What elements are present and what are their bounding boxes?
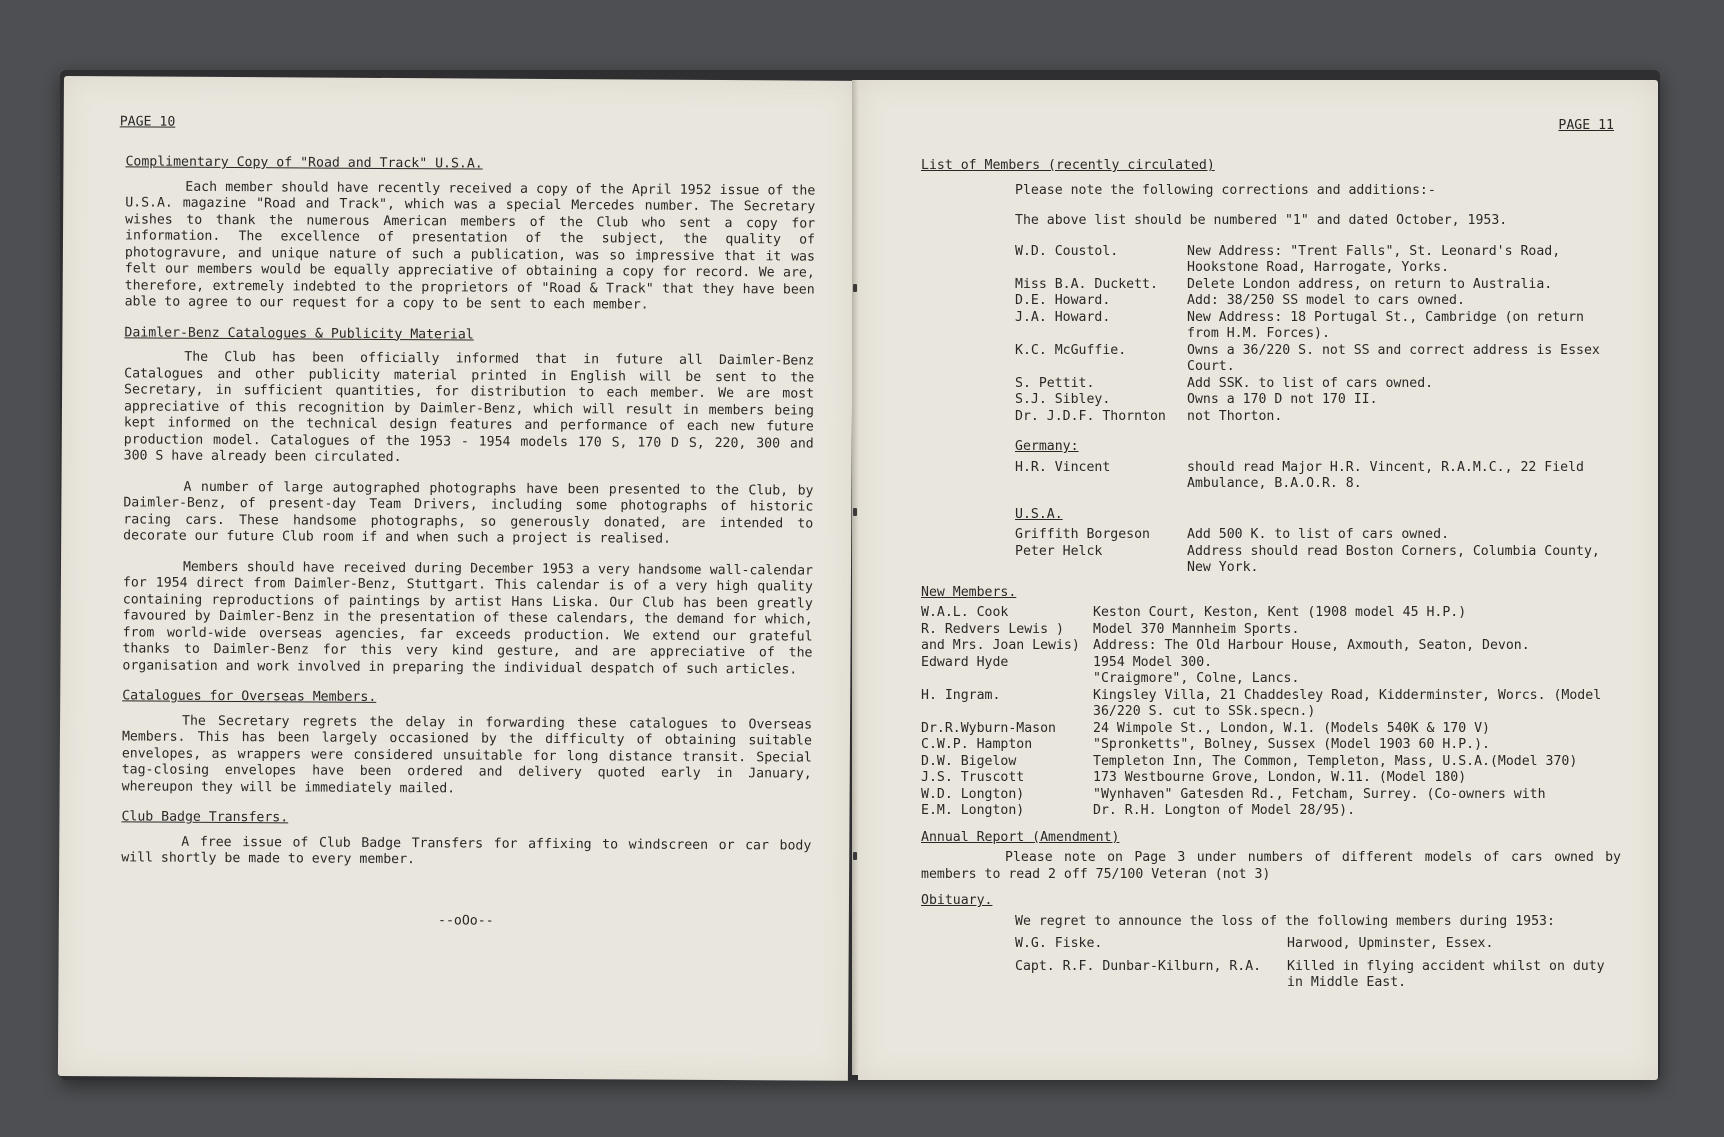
list-item [1015,244,1621,277]
member-note: Add 500 K. to list of cars owned. [1187,527,1450,542]
member-name: D.W. Bigelow [921,753,1017,769]
list-item [1015,310,1621,343]
member-name: and Mrs. Joan Lewis) [921,638,1080,653]
member-name: J.S. Truscott [921,770,1025,785]
member-name: W.G. Fiske. [1015,936,1103,951]
section-heading: Daimler-Benz Catalogues & Publicity Material [124,324,474,343]
section-heading: Complimentary Copy of "Road and Track" U.S.A. [125,154,483,172]
annual-report-section [921,830,1621,884]
paragraph: A free issue of Club Badge Transfers for affixing to windscreen or car body will shortly be made to every member. [121,834,812,868]
paragraph: Each member should have recently received a copy of the April 1952 issue of the U.S.A. magazine "Road and Track", which was a special Mercedes number. The Secretary wishes to thank the numerous American members of the Club who sent a copy for information. The excellence of presentation of the subject, the quality of photogravure, and unique nature of such a publication, was so impressive that it was felt our members would be equally appreciative of obtaining a copy for record. We are, therefore, extremely indebted to the proprietors of "Road & Track" that they have been able to agree to our request for a copy to be sent to each member. [124,179,816,313]
member-note: Owns a 36/220 S. not SS and correct address is Essex Court. [1187,342,1600,374]
member-note: 24 Wimpole St., London, W.1. (Models 540K & 170 V) [1093,720,1490,736]
section-road-and-track [125,154,816,315]
member-note: Kingsley Villa, 21 Chaddesley Road, Kidderminster, Worcs. (Model 36/220 S. cut to SSk.specn.) [1093,687,1602,719]
list-item [921,622,1621,639]
member-name: Dr. J.D.F. Thornton [1015,408,1166,424]
member-name: J.A. Howard. [1015,309,1111,325]
list-item [921,754,1621,771]
list-item [1015,460,1621,493]
paragraph: Members should have received during December 1953 a very handsome wall-calendar for 1954 direct from Daimler-Benz, Stuttgart. This calendar is of a very high quality containing reproductions of paintings by artist Hans Liska. Our Club has been greatly favoured by Daimler-Benz in the presentation of these calendars, the demand for which, from world-wide overseas agencies, far exceeds production. We extend our grateful thanks to Daimler-Benz for this very kind gesture, and are appreciative of the organisation and work involved in preparing the individual despatch of such articles. [122,559,814,677]
list-item [921,605,1621,622]
section-heading: Catalogues for Overseas Members. [122,688,377,705]
list-item [1015,936,1621,953]
member-note: Add: 38/250 SS model to cars owned. [1187,293,1465,308]
member-name: S.J. Sibley. [1015,392,1111,407]
obituary-heading: Obituary. [921,893,993,908]
corrections-list [921,244,1621,426]
section-overseas-catalogues [122,688,813,799]
staple [853,284,857,292]
member-name: W.D. Coustol. [1015,243,1119,259]
member-note: Killed in flying accident whilst on duty in Middle East. [1287,958,1605,990]
member-note: 173 Westbourne Grove, London, W.11. (Model 180) [1093,770,1467,785]
member-name: Miss B.A. Duckett. [1015,276,1158,292]
member-name: K.C. McGuffie. [1015,342,1127,358]
member-note: not Thorton. [1187,408,1283,424]
new-members-heading: New Members. [921,584,1017,600]
member-note: Dr. R.H. Longton of Model 28/95). [1093,803,1356,818]
list-item [1015,959,1621,992]
paragraph: The Secretary regrets the delay in forwarding these catalogues to Overseas Members. This has been largely occasioned by the difficulty of obtaining suitable envelopes, as wrappers were considered unsuitable for long distance transit. Special tag-closing envelopes have been ordered and delivery quoted early in January, whereupon they will be immediately mailed. [121,713,813,796]
member-name: W.A.L. Cook [921,605,1009,620]
member-note: Keston Court, Keston, Kent (1908 model 45 H.P.) [1093,605,1467,620]
end-mark: --oOo-- [438,912,494,929]
page-11-content [921,158,1621,992]
member-name: S. Pettit. [1015,375,1095,391]
obituary-intro: We regret to announce the loss of the following members during 1953: [1015,913,1555,929]
member-name: E.M. Longton) [921,803,1025,818]
obituary-section [921,893,1621,992]
member-name: W.D. Longton) [921,786,1025,802]
germany-heading: Germany: [1015,439,1079,454]
member-note: Templeton Inn, The Common, Templeton, Mass, U.S.A.(Model 370) [1093,753,1578,769]
obituary-list [921,936,1621,992]
member-note: Model 370 Mannheim Sports. [1093,621,1300,637]
member-name: C.W.P. Hampton [921,737,1033,752]
page-10-content [121,154,816,931]
member-note: New Address: "Trent Falls", St. Leonard's Road, Hookstone Road, Harrogate, Yorks. [1187,243,1561,275]
usa-section [921,507,1621,577]
annual-report-text: Please note on Page 3 under numbers of different models of cars owned by members to read 2 off 75/100 Veteran (not 3) [921,850,1621,882]
page-number: PAGE 11 [1558,118,1614,133]
intro-text: Please note the following corrections and additions:- [1015,182,1436,198]
member-name: Peter Helck [1015,543,1103,559]
list-item [921,638,1621,655]
paragraph: A number of large autographed photographs have been presented to the Club, by Daimler-Benz, of present-day Team Drivers, including some photographs of historic racing cars. These handsome photographs, so generously donated, are intended to decorate our future Club room if and when such a project is realised. [123,479,814,547]
member-note: Owns a 170 D not 170 II. [1187,392,1378,407]
list-item [921,671,1621,688]
member-note: should read Major H.R. Vincent, R.A.M.C., 22 Field Ambulance, B.A.O.R. 8. [1187,459,1584,491]
member-note: New Address: 18 Portugal St., Cambridge (on return from H.M. Forces). [1187,309,1584,341]
page-10 [58,76,854,1081]
list-item [1015,392,1621,409]
list-item [1015,544,1621,577]
section-catalogues-publicity [122,325,814,679]
member-note: "Spronketts", Bolney, Sussex (Model 1903 60 H.P.). [1093,737,1490,752]
section-badge-transfers [121,809,811,871]
member-note: Address: The Old Harbour House, Axmouth, Seaton, Devon. [1093,638,1530,653]
list-item [1015,376,1621,393]
member-note: "Wynhaven" Gatesden Rd., Fetcham, Surrey. (Co-owners with [1093,786,1546,802]
numbering-note: The above list should be numbered "1" and dated October, 1953. [1015,213,1508,228]
member-name: Dr.R.Wyburn-Mason [921,720,1056,736]
member-name [921,671,1093,688]
annual-report-heading: Annual Report (Amendment) [921,829,1120,845]
member-note: Add SSK. to list of cars owned. [1187,375,1434,391]
member-name: H. Ingram. [921,687,1001,703]
new-members-section [921,585,1621,820]
paragraph: The Club has been officially informed that in future all Daimler-Benz Catalogues and other publicity material printed in English will be sent to the Secretary, in sufficient quantities, for distribution to each member. We are most appreciative of this recognition by Daimler-Benz, which will result in members being kept informed on the technical design features and performance of each new future production model. Catalogues of the 1953 - 1954 models 170 S, 170 D S, 220, 300 and 300 S have already been circulated. [123,349,815,466]
list-item [921,688,1621,721]
list-item [1015,527,1621,544]
member-note: "Craigmore", Colne, Lancs. [1093,671,1300,686]
list-item [921,721,1621,738]
member-note: Harwood, Upminster, Essex. [1287,936,1494,951]
member-name: Griffith Borgeson [1015,527,1150,542]
list-item [921,737,1621,754]
list-item [1015,409,1621,426]
member-name: D.E. Howard. [1015,293,1111,308]
list-item [921,787,1621,804]
member-name: Capt. R.F. Dunbar-Kilburn, R.A. [1015,958,1262,974]
member-name: Edward Hyde [921,654,1009,670]
list-item [1015,293,1621,310]
member-note: Address should read Boston Corners, Columbia County, New York. [1187,543,1600,575]
staple [853,508,857,516]
list-item [1015,277,1621,294]
list-heading: List of Members (recently circulated) [921,158,1215,173]
member-name: R. Redvers Lewis ) [921,621,1064,637]
member-note: 1954 Model 300. [1093,654,1213,670]
list-item [921,655,1621,672]
staple [853,852,857,860]
page-11 [858,80,1658,1080]
germany-section [921,439,1621,493]
list-item [1015,343,1621,376]
page-number: PAGE 10 [119,114,176,130]
list-item [921,803,1621,820]
list-item [921,770,1621,787]
member-note: Delete London address, on return to Australia. [1187,276,1553,292]
section-heading: Club Badge Transfers. [121,809,289,826]
member-name: H.R. Vincent [1015,459,1111,475]
usa-heading: U.S.A. [1015,506,1063,522]
